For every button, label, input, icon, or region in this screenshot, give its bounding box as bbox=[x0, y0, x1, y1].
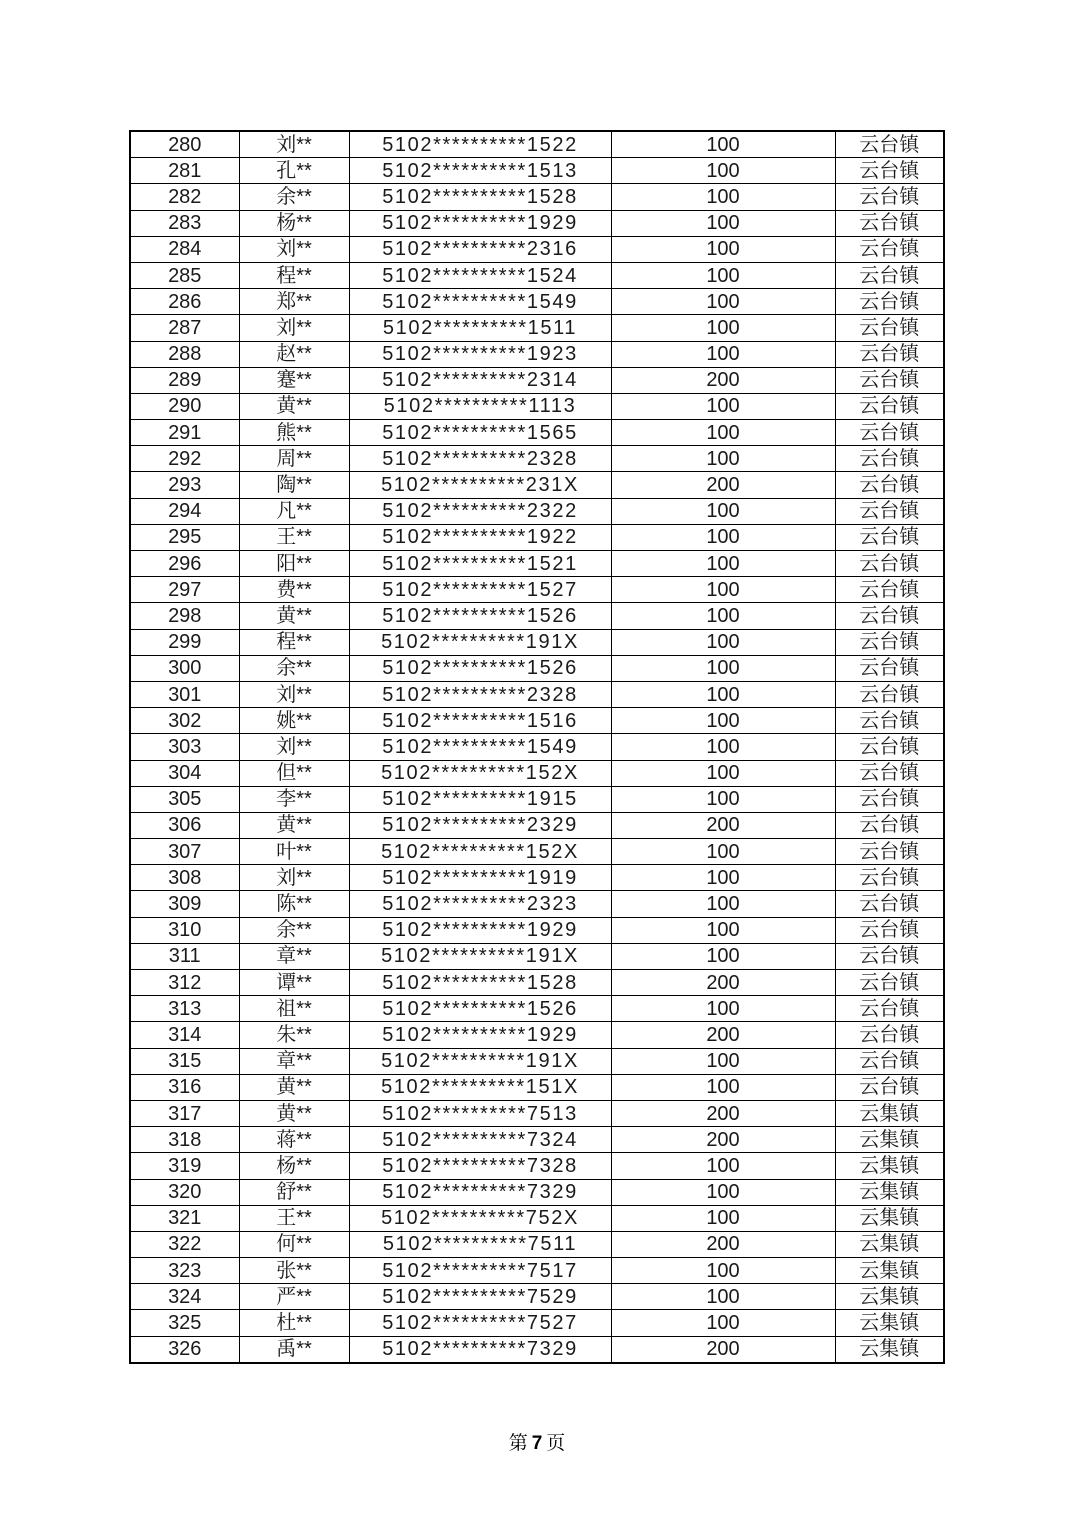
table-row bbox=[130, 943, 944, 969]
amount-cell: 100 bbox=[611, 996, 835, 1022]
town-cell: 云集镇 bbox=[835, 1310, 944, 1336]
row-number-cell: 295 bbox=[130, 524, 239, 550]
town-cell: 云台镇 bbox=[835, 393, 944, 419]
row-number-cell: 298 bbox=[130, 603, 239, 629]
id-number-cell: 5102**********2314 bbox=[349, 367, 611, 393]
row-number-cell: 308 bbox=[130, 865, 239, 891]
id-number-cell: 5102**********2329 bbox=[349, 812, 611, 838]
table-row bbox=[130, 551, 944, 577]
name-cell: 郑** bbox=[239, 289, 349, 315]
table-row bbox=[130, 1205, 944, 1231]
town-cell: 云台镇 bbox=[835, 655, 944, 681]
row-number-cell: 304 bbox=[130, 760, 239, 786]
name-cell: 余** bbox=[239, 917, 349, 943]
table-row bbox=[130, 577, 944, 603]
town-cell: 云台镇 bbox=[835, 812, 944, 838]
town-cell: 云台镇 bbox=[835, 498, 944, 524]
amount-cell: 200 bbox=[611, 472, 835, 498]
name-cell: 何** bbox=[239, 1231, 349, 1257]
town-cell: 云集镇 bbox=[835, 1153, 944, 1179]
name-cell: 程** bbox=[239, 629, 349, 655]
name-cell: 刘** bbox=[239, 131, 349, 158]
town-cell: 云台镇 bbox=[835, 420, 944, 446]
row-number-cell: 307 bbox=[130, 839, 239, 865]
name-cell: 陈** bbox=[239, 891, 349, 917]
amount-cell: 100 bbox=[611, 943, 835, 969]
town-cell: 云台镇 bbox=[835, 760, 944, 786]
row-number-cell: 284 bbox=[130, 236, 239, 262]
amount-cell: 100 bbox=[611, 131, 835, 158]
amount-cell: 200 bbox=[611, 1336, 835, 1363]
town-cell: 云台镇 bbox=[835, 891, 944, 917]
table-body bbox=[130, 131, 944, 1363]
name-cell: 熊** bbox=[239, 420, 349, 446]
id-number-cell: 5102**********7324 bbox=[349, 1127, 611, 1153]
row-number-cell: 292 bbox=[130, 446, 239, 472]
id-number-cell: 5102**********7513 bbox=[349, 1100, 611, 1126]
table-row bbox=[130, 734, 944, 760]
id-number-cell: 5102**********1527 bbox=[349, 577, 611, 603]
amount-cell: 200 bbox=[611, 1100, 835, 1126]
row-number-cell: 301 bbox=[130, 681, 239, 707]
town-cell: 云集镇 bbox=[835, 1179, 944, 1205]
amount-cell: 100 bbox=[611, 341, 835, 367]
town-cell: 云台镇 bbox=[835, 1074, 944, 1100]
id-number-cell: 5102**********1929 bbox=[349, 210, 611, 236]
row-number-cell: 289 bbox=[130, 367, 239, 393]
table-row bbox=[130, 131, 944, 158]
name-cell: 刘** bbox=[239, 681, 349, 707]
town-cell: 云台镇 bbox=[835, 943, 944, 969]
town-cell: 云台镇 bbox=[835, 341, 944, 367]
name-cell: 舒** bbox=[239, 1179, 349, 1205]
amount-cell: 200 bbox=[611, 1022, 835, 1048]
table-row bbox=[130, 236, 944, 262]
row-number-cell: 306 bbox=[130, 812, 239, 838]
id-number-cell: 5102**********1524 bbox=[349, 262, 611, 288]
table-row bbox=[130, 393, 944, 419]
table-row bbox=[130, 315, 944, 341]
name-cell: 但** bbox=[239, 760, 349, 786]
page-label-prefix: 第 bbox=[508, 1432, 528, 1454]
amount-cell: 100 bbox=[611, 158, 835, 184]
town-cell: 云台镇 bbox=[835, 577, 944, 603]
name-cell: 蒋** bbox=[239, 1127, 349, 1153]
name-cell: 王** bbox=[239, 524, 349, 550]
table-row bbox=[130, 1127, 944, 1153]
name-cell: 黄** bbox=[239, 603, 349, 629]
id-number-cell: 5102**********1528 bbox=[349, 970, 611, 996]
row-number-cell: 305 bbox=[130, 786, 239, 812]
row-number-cell: 322 bbox=[130, 1231, 239, 1257]
town-cell: 云台镇 bbox=[835, 839, 944, 865]
name-cell: 章** bbox=[239, 1048, 349, 1074]
row-number-cell: 280 bbox=[130, 131, 239, 158]
id-number-cell: 5102**********1549 bbox=[349, 734, 611, 760]
id-number-cell: 5102**********7529 bbox=[349, 1284, 611, 1310]
row-number-cell: 300 bbox=[130, 655, 239, 681]
id-number-cell: 5102**********7328 bbox=[349, 1153, 611, 1179]
table-row bbox=[130, 891, 944, 917]
amount-cell: 100 bbox=[611, 236, 835, 262]
town-cell: 云台镇 bbox=[835, 865, 944, 891]
amount-cell: 100 bbox=[611, 1258, 835, 1284]
table-row bbox=[130, 655, 944, 681]
amount-cell: 100 bbox=[611, 1179, 835, 1205]
row-number-cell: 323 bbox=[130, 1258, 239, 1284]
amount-cell: 200 bbox=[611, 367, 835, 393]
name-cell: 姚** bbox=[239, 708, 349, 734]
town-cell: 云集镇 bbox=[835, 1100, 944, 1126]
amount-cell: 100 bbox=[611, 917, 835, 943]
table-row bbox=[130, 498, 944, 524]
town-cell: 云台镇 bbox=[835, 131, 944, 158]
name-cell: 杨** bbox=[239, 1153, 349, 1179]
amount-cell: 100 bbox=[611, 734, 835, 760]
row-number-cell: 321 bbox=[130, 1205, 239, 1231]
row-number-cell: 299 bbox=[130, 629, 239, 655]
id-number-cell: 5102**********231X bbox=[349, 472, 611, 498]
row-number-cell: 316 bbox=[130, 1074, 239, 1100]
id-number-cell: 5102**********1929 bbox=[349, 1022, 611, 1048]
amount-cell: 100 bbox=[611, 603, 835, 629]
row-number-cell: 281 bbox=[130, 158, 239, 184]
id-number-cell: 5102**********7329 bbox=[349, 1179, 611, 1205]
name-cell: 孔** bbox=[239, 158, 349, 184]
id-number-cell: 5102**********2328 bbox=[349, 446, 611, 472]
row-number-cell: 286 bbox=[130, 289, 239, 315]
row-number-cell: 302 bbox=[130, 708, 239, 734]
row-number-cell: 290 bbox=[130, 393, 239, 419]
name-cell: 凡** bbox=[239, 498, 349, 524]
table-row bbox=[130, 629, 944, 655]
name-cell: 祖** bbox=[239, 996, 349, 1022]
town-cell: 云集镇 bbox=[835, 1284, 944, 1310]
row-number-cell: 310 bbox=[130, 917, 239, 943]
id-number-cell: 5102**********151X bbox=[349, 1074, 611, 1100]
table-row bbox=[130, 1048, 944, 1074]
table-row bbox=[130, 865, 944, 891]
table-row bbox=[130, 158, 944, 184]
name-cell: 程** bbox=[239, 262, 349, 288]
amount-cell: 100 bbox=[611, 446, 835, 472]
town-cell: 云台镇 bbox=[835, 917, 944, 943]
amount-cell: 100 bbox=[611, 681, 835, 707]
name-cell: 刘** bbox=[239, 734, 349, 760]
table-row bbox=[130, 262, 944, 288]
town-cell: 云台镇 bbox=[835, 734, 944, 760]
id-number-cell: 5102**********1516 bbox=[349, 708, 611, 734]
amount-cell: 100 bbox=[611, 708, 835, 734]
id-number-cell: 5102**********152X bbox=[349, 839, 611, 865]
row-number-cell: 283 bbox=[130, 210, 239, 236]
town-cell: 云集镇 bbox=[835, 1258, 944, 1284]
name-cell: 谭** bbox=[239, 970, 349, 996]
id-number-cell: 5102**********1526 bbox=[349, 655, 611, 681]
page-number: 7 bbox=[531, 1433, 543, 1454]
town-cell: 云台镇 bbox=[835, 996, 944, 1022]
name-cell: 黄** bbox=[239, 812, 349, 838]
row-number-cell: 282 bbox=[130, 184, 239, 210]
town-cell: 云集镇 bbox=[835, 1231, 944, 1257]
town-cell: 云集镇 bbox=[835, 1205, 944, 1231]
name-cell: 阳** bbox=[239, 551, 349, 577]
table-row bbox=[130, 1284, 944, 1310]
table-row bbox=[130, 420, 944, 446]
table-row bbox=[130, 1153, 944, 1179]
town-cell: 云台镇 bbox=[835, 603, 944, 629]
town-cell: 云集镇 bbox=[835, 1127, 944, 1153]
amount-cell: 100 bbox=[611, 786, 835, 812]
id-number-cell: 5102**********7517 bbox=[349, 1258, 611, 1284]
name-cell: 黄** bbox=[239, 1100, 349, 1126]
town-cell: 云台镇 bbox=[835, 158, 944, 184]
amount-cell: 200 bbox=[611, 1231, 835, 1257]
row-number-cell: 309 bbox=[130, 891, 239, 917]
amount-cell: 100 bbox=[611, 524, 835, 550]
table-row bbox=[130, 1258, 944, 1284]
row-number-cell: 326 bbox=[130, 1336, 239, 1363]
row-number-cell: 287 bbox=[130, 315, 239, 341]
name-cell: 陶** bbox=[239, 472, 349, 498]
id-number-cell: 5102**********1565 bbox=[349, 420, 611, 446]
name-cell: 严** bbox=[239, 1284, 349, 1310]
town-cell: 云台镇 bbox=[835, 315, 944, 341]
town-cell: 云台镇 bbox=[835, 708, 944, 734]
table-row bbox=[130, 917, 944, 943]
table-row bbox=[130, 708, 944, 734]
amount-cell: 100 bbox=[611, 1074, 835, 1100]
row-number-cell: 297 bbox=[130, 577, 239, 603]
amount-cell: 100 bbox=[611, 577, 835, 603]
table-row bbox=[130, 1074, 944, 1100]
id-number-cell: 5102**********1511 bbox=[349, 315, 611, 341]
table-row bbox=[130, 341, 944, 367]
table-row bbox=[130, 446, 944, 472]
row-number-cell: 314 bbox=[130, 1022, 239, 1048]
town-cell: 云台镇 bbox=[835, 236, 944, 262]
name-cell: 章** bbox=[239, 943, 349, 969]
row-number-cell: 324 bbox=[130, 1284, 239, 1310]
table-row bbox=[130, 210, 944, 236]
table-row bbox=[130, 367, 944, 393]
amount-cell: 100 bbox=[611, 1205, 835, 1231]
table-row bbox=[130, 1022, 944, 1048]
id-number-cell: 5102**********752X bbox=[349, 1205, 611, 1231]
amount-cell: 100 bbox=[611, 289, 835, 315]
id-number-cell: 5102**********7527 bbox=[349, 1310, 611, 1336]
id-number-cell: 5102**********152X bbox=[349, 760, 611, 786]
table-row bbox=[130, 524, 944, 550]
amount-cell: 100 bbox=[611, 865, 835, 891]
name-cell: 刘** bbox=[239, 315, 349, 341]
town-cell: 云台镇 bbox=[835, 681, 944, 707]
amount-cell: 100 bbox=[611, 1153, 835, 1179]
amount-cell: 100 bbox=[611, 498, 835, 524]
row-number-cell: 294 bbox=[130, 498, 239, 524]
row-number-cell: 320 bbox=[130, 1179, 239, 1205]
table-row bbox=[130, 812, 944, 838]
id-number-cell: 5102**********1526 bbox=[349, 996, 611, 1022]
row-number-cell: 293 bbox=[130, 472, 239, 498]
name-cell: 刘** bbox=[239, 865, 349, 891]
table-row bbox=[130, 1310, 944, 1336]
id-number-cell: 5102**********1929 bbox=[349, 917, 611, 943]
id-number-cell: 5102**********191X bbox=[349, 629, 611, 655]
row-number-cell: 318 bbox=[130, 1127, 239, 1153]
amount-cell: 100 bbox=[611, 184, 835, 210]
name-cell: 周** bbox=[239, 446, 349, 472]
id-number-cell: 5102**********1113 bbox=[349, 393, 611, 419]
table-row bbox=[130, 839, 944, 865]
row-number-cell: 312 bbox=[130, 970, 239, 996]
amount-cell: 100 bbox=[611, 393, 835, 419]
amount-cell: 100 bbox=[611, 420, 835, 446]
amount-cell: 100 bbox=[611, 655, 835, 681]
amount-cell: 100 bbox=[611, 315, 835, 341]
id-number-cell: 5102**********7329 bbox=[349, 1336, 611, 1363]
town-cell: 云台镇 bbox=[835, 184, 944, 210]
town-cell: 云台镇 bbox=[835, 262, 944, 288]
table-row bbox=[130, 970, 944, 996]
id-number-cell: 5102**********1521 bbox=[349, 551, 611, 577]
table-row bbox=[130, 603, 944, 629]
amount-cell: 100 bbox=[611, 839, 835, 865]
table-row bbox=[130, 786, 944, 812]
row-number-cell: 303 bbox=[130, 734, 239, 760]
name-cell: 余** bbox=[239, 655, 349, 681]
row-number-cell: 296 bbox=[130, 551, 239, 577]
name-cell: 赵** bbox=[239, 341, 349, 367]
row-number-cell: 291 bbox=[130, 420, 239, 446]
id-number-cell: 5102**********1919 bbox=[349, 865, 611, 891]
id-number-cell: 5102**********1526 bbox=[349, 603, 611, 629]
row-number-cell: 319 bbox=[130, 1153, 239, 1179]
id-number-cell: 5102**********2328 bbox=[349, 681, 611, 707]
table-row bbox=[130, 760, 944, 786]
name-cell: 蹇** bbox=[239, 367, 349, 393]
name-cell: 朱** bbox=[239, 1022, 349, 1048]
table-row bbox=[130, 1336, 944, 1363]
id-number-cell: 5102**********1922 bbox=[349, 524, 611, 550]
table-row bbox=[130, 472, 944, 498]
id-number-cell: 5102**********1549 bbox=[349, 289, 611, 315]
amount-cell: 100 bbox=[611, 1310, 835, 1336]
name-cell: 张** bbox=[239, 1258, 349, 1284]
town-cell: 云台镇 bbox=[835, 1022, 944, 1048]
name-cell: 黄** bbox=[239, 1074, 349, 1100]
id-number-cell: 5102**********7511 bbox=[349, 1231, 611, 1257]
amount-cell: 100 bbox=[611, 1048, 835, 1074]
name-cell: 李** bbox=[239, 786, 349, 812]
name-cell: 黄** bbox=[239, 393, 349, 419]
id-number-cell: 5102**********2316 bbox=[349, 236, 611, 262]
id-number-cell: 5102**********191X bbox=[349, 943, 611, 969]
amount-cell: 100 bbox=[611, 1284, 835, 1310]
town-cell: 云台镇 bbox=[835, 210, 944, 236]
town-cell: 云台镇 bbox=[835, 786, 944, 812]
amount-cell: 200 bbox=[611, 970, 835, 996]
name-cell: 杨** bbox=[239, 210, 349, 236]
row-number-cell: 325 bbox=[130, 1310, 239, 1336]
town-cell: 云台镇 bbox=[835, 551, 944, 577]
table-row bbox=[130, 681, 944, 707]
id-number-cell: 5102**********2322 bbox=[349, 498, 611, 524]
id-number-cell: 5102**********2323 bbox=[349, 891, 611, 917]
town-cell: 云台镇 bbox=[835, 629, 944, 655]
row-number-cell: 285 bbox=[130, 262, 239, 288]
amount-cell: 100 bbox=[611, 891, 835, 917]
table-row bbox=[130, 1179, 944, 1205]
name-cell: 叶** bbox=[239, 839, 349, 865]
town-cell: 云台镇 bbox=[835, 1048, 944, 1074]
id-number-cell: 5102**********1528 bbox=[349, 184, 611, 210]
page-footer bbox=[0, 1428, 1074, 1455]
amount-cell: 100 bbox=[611, 210, 835, 236]
amount-cell: 100 bbox=[611, 760, 835, 786]
id-number-cell: 5102**********1513 bbox=[349, 158, 611, 184]
name-cell: 余** bbox=[239, 184, 349, 210]
amount-cell: 200 bbox=[611, 812, 835, 838]
amount-cell: 100 bbox=[611, 262, 835, 288]
row-number-cell: 317 bbox=[130, 1100, 239, 1126]
town-cell: 云台镇 bbox=[835, 367, 944, 393]
name-cell: 刘** bbox=[239, 236, 349, 262]
table-row bbox=[130, 1100, 944, 1126]
name-cell: 禹** bbox=[239, 1336, 349, 1363]
row-number-cell: 288 bbox=[130, 341, 239, 367]
name-cell: 杜** bbox=[239, 1310, 349, 1336]
town-cell: 云台镇 bbox=[835, 289, 944, 315]
amount-cell: 100 bbox=[611, 629, 835, 655]
town-cell: 云台镇 bbox=[835, 524, 944, 550]
table-row bbox=[130, 184, 944, 210]
id-number-cell: 5102**********1923 bbox=[349, 341, 611, 367]
page-label-suffix: 页 bbox=[546, 1432, 566, 1454]
town-cell: 云集镇 bbox=[835, 1336, 944, 1363]
town-cell: 云台镇 bbox=[835, 970, 944, 996]
name-cell: 费** bbox=[239, 577, 349, 603]
id-number-cell: 5102**********1522 bbox=[349, 131, 611, 158]
name-cell: 王** bbox=[239, 1205, 349, 1231]
amount-cell: 100 bbox=[611, 551, 835, 577]
table-row bbox=[130, 996, 944, 1022]
row-number-cell: 315 bbox=[130, 1048, 239, 1074]
table-row bbox=[130, 289, 944, 315]
row-number-cell: 313 bbox=[130, 996, 239, 1022]
town-cell: 云台镇 bbox=[835, 446, 944, 472]
town-cell: 云台镇 bbox=[835, 472, 944, 498]
id-number-cell: 5102**********1915 bbox=[349, 786, 611, 812]
amount-cell: 200 bbox=[611, 1127, 835, 1153]
subsidy-list-table bbox=[129, 130, 945, 1364]
row-number-cell: 311 bbox=[130, 943, 239, 969]
table-row bbox=[130, 1231, 944, 1257]
id-number-cell: 5102**********191X bbox=[349, 1048, 611, 1074]
